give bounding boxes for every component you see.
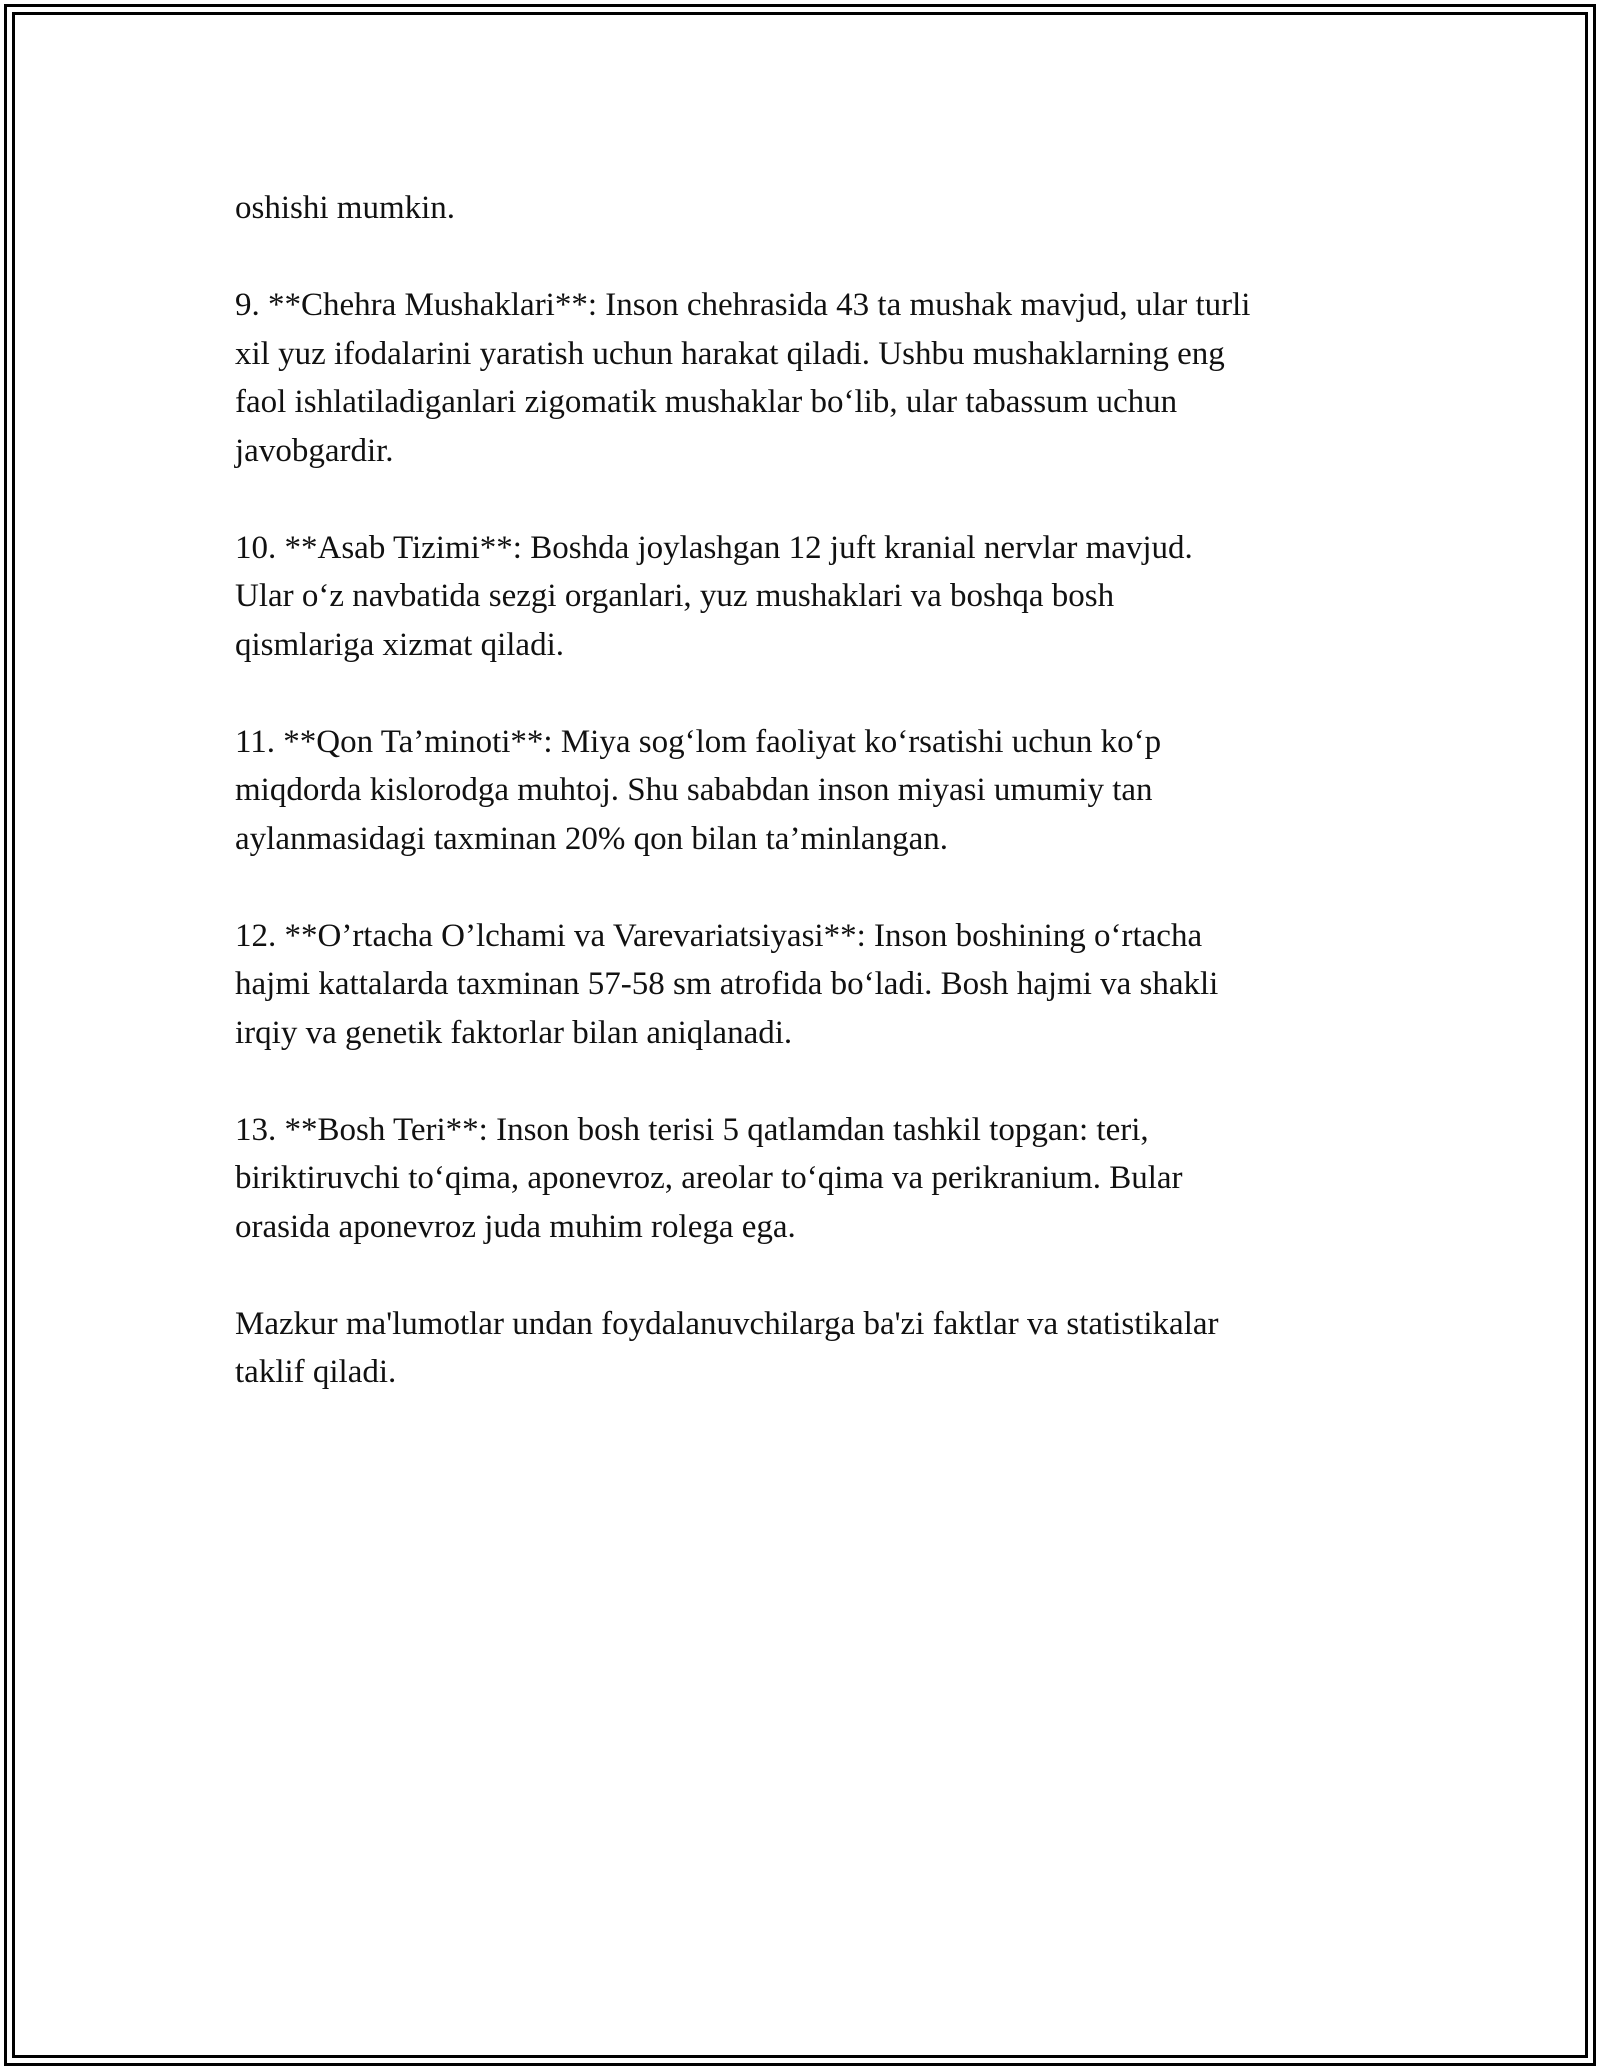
document-body [235, 184, 1375, 1445]
paragraph-conclusion: Mazkur ma'lumotlar undan foydalanuvchilarga ba'zi faktlar va statistikalar taklif qiladi. [235, 1305, 1219, 1390]
paragraph-item-10: 10. **Asab Tizimi**: Boshda joylashgan 12 juft kranial nervlar mavjud. Ular o‘z navbatida sezgi organlari, yuz mushaklari va boshqa bosh qismlariga xizmat qiladi. [235, 529, 1193, 663]
paragraph-item-12: 12. **O’rtacha O’lchami va Varevariatsiyasi**: Inson boshining o‘rtacha hajmi kattalarda taxminan 57-58 sm atrofida bo‘ladi. Bosh hajmi va shakli irqiy va genetik faktorlar bilan aniqlanadi. [235, 917, 1219, 1051]
paragraph-item-13: 13. **Bosh Teri**: Inson bosh terisi 5 qatlamdan tashkil topgan: teri, biriktiruvchi to‘qima, aponevroz, areolar to‘qima va perikranium. Bular orasida aponevroz juda muhim rolega ega. [235, 1111, 1183, 1245]
paragraph-continuation: oshishi mumkin. [235, 190, 456, 226]
paragraph-item-11: 11. **Qon Ta’minoti**: Miya sog‘lom faoliyat ko‘rsatishi uchun ko‘p miqdorda kislorodga muhtoj. Shu sababdan inson miyasi umumiy tan aylanmasidagi taxminan 20% qon bilan ta’minlangan. [235, 723, 1162, 857]
paragraph-item-9: 9. **Chehra Mushaklari**: Inson chehrasida 43 ta mushak mavjud, ular turli xil yuz ifodalarini yaratish uchun harakat qiladi. Ushbu mushaklarning eng faol ishlatiladiganlari zigomatik mushaklar bo‘lib, ular tabassum uchun javobgardir. [235, 287, 1251, 469]
